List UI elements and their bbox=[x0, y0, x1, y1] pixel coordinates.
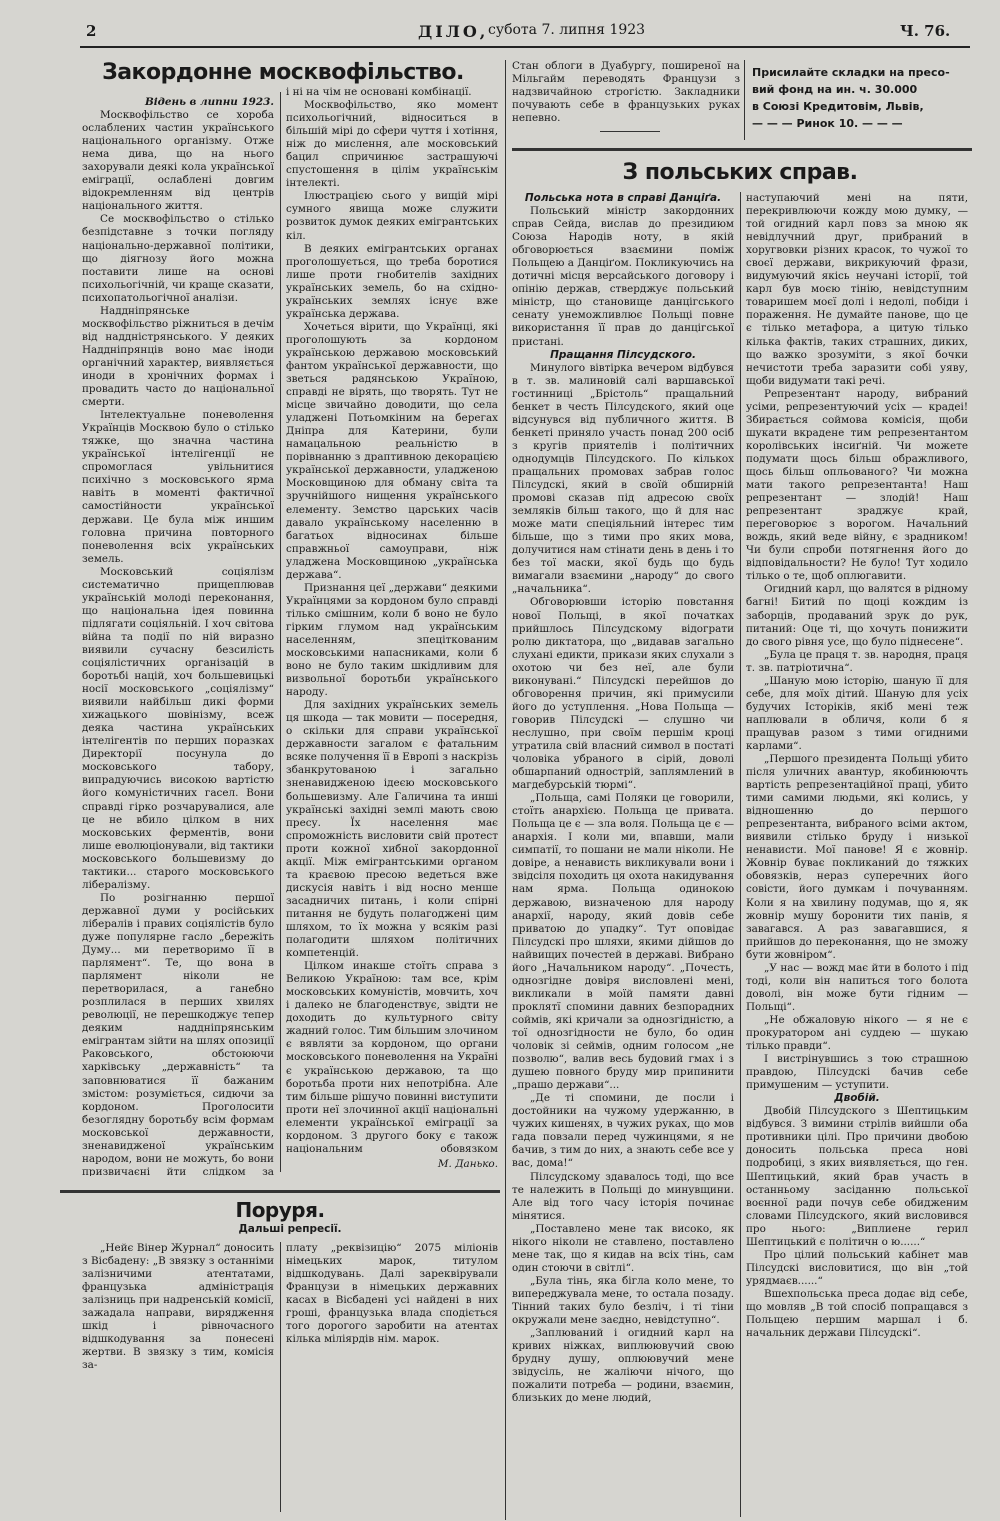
porurya-column-1 bbox=[82, 1242, 274, 1512]
paragraph: „Не обжаловую нікого — я не є прокуратором ані суддею — шукаю тілько правди“. bbox=[746, 1013, 968, 1053]
paragraph: Ілюстрацією сього у вищій мірі сумного явища може служити розвиток думок деяких емігрантських кіл. bbox=[286, 190, 498, 242]
paragraph: Стан облоги в Дуабургу, поширеної на Мільгайм переводять Французи з надзвичайною строгістю. Закладники почувають себе в французьких руках непевно. bbox=[512, 60, 740, 125]
dateline: Відень в липни 1923. bbox=[144, 96, 274, 108]
paragraph: Московський соціялізм систематично прищеплював українській молоді переконання, що національна ідея повинна підлягати соціяльній. І хоч світова війна та події по ній виразно виявили сучасну безсилість соціялістичних організацій в боротьбі націй, хоч большевицькі носії московського „соціялізму“ виявили найбільш дикі форми хижацького шовінізму, всеж деяка частина українських інтелігентів по перших поразках Директорії посунула до московського табору, випрадуючись високою вартістю його комуністичних гасел. Вони справді гірко розчарувалися, але це не вбило цілком в них московських ферментів, вони лише еволюціонували, від тактики московського большевизму до тактики... старого московського лібералізму. bbox=[82, 565, 274, 891]
issue-date: субота 7. липня 1923 bbox=[488, 22, 646, 38]
section-rule bbox=[512, 148, 972, 151]
ad-line: — — — Ринок 10. — — — bbox=[752, 117, 903, 130]
section-rule bbox=[60, 1190, 500, 1193]
paragraph: Признання цеї „держави“ деякими Українцями за кордоном було справді тілько смішним, коли б воно не було гірким глумом над українським населенням, зпеціткованим московськими напасниками, коли б воно не було таким шкідливим для визвольної боротьби українського народу. bbox=[286, 581, 498, 699]
column-rule bbox=[280, 1242, 281, 1512]
moscow-column-2 bbox=[286, 86, 498, 1156]
paragraph: „Шаную мою історію, шаную її для себе, для моїх дітий. Шаную для усіх будучих Історіків, якіб мені теж наплювали в обличя, коли б я пращував разом з тими огидними карлами“. bbox=[746, 674, 968, 752]
paragraph: „Була тінь, яка біглa коло мене, то випереджувала мене, то остала позаду. Тінний таких було безліч, і ті тіни окружали мене заєдно, невідступно“. bbox=[512, 1274, 734, 1327]
polish-subtitle-farewell: Пращання Пілсудского. bbox=[550, 348, 696, 361]
paragraph: „Заплюваний і огидний карл на кривих ніжках, виплюювучий свою брудну душу, оплюювучий мене звідусіль, не жаліючи нічого, що пожалити потреба — родини, взаємин, близьких до мене людий, bbox=[512, 1327, 734, 1405]
paragraph: Про цілий польський кабінет мав Пілсудскі висловитися, що він „той урядмаєв......“ bbox=[746, 1248, 968, 1287]
polish-column-2 bbox=[746, 192, 968, 1517]
paragraph: плату „реквізицію“ 2075 міліонів німецьких марок, титулом відшкодувань. Далі зареквірували Французи в німецьких державних касах в Вісбадені усі найдені в них гроші, французька влада сподіється того дорогого заробити на атентах кілька міліярдів нім. марок. bbox=[286, 1242, 498, 1346]
paragraph: наступаючий мені на пяти, перекривлюючи кожду мою думку, — той огидний карл повз за мною як невідлучний друг, прибраний в хоругвовки різних красок, то чужої то своєї держави, викрикуючий фрази, видумуючий якісь неучані історії, той карл був моєю тінію, невідступним товаришем моєї долі і недолі, побіди і пораження. Не думайте панове, що це є тілько метафора, а цитую тілько кілька фактів, таких страшних, диких, що важко зрозуміти, з якої бочки нечистоти треба заразити собі уяву, щоби видумати такі речі. bbox=[746, 192, 968, 387]
short-rule bbox=[600, 131, 660, 132]
moscow-column-1 bbox=[82, 96, 274, 1176]
page-header bbox=[0, 18, 1000, 48]
paragraph: Огидний карл, що валятся в рідному багні! Битий по щоці кождим із заборців, продаваний зрук до рук, питаний: Оце ті, що хочуть понижити до свого рівня усе, що було піднесене“. bbox=[746, 583, 968, 648]
paragraph: Для західних українських земель ця шкода — так мовити — посередня, о скільки для справи української державности загалом є фатальним всяке получення її в Европі з наскрізь збанкрутованою і загально зненавидженою ідеєю московського большевизму. Але Галичина та инші українські західні землі мають свою пресу. Їх населення має спроможність висловити свій протест проти кожної хибної закордонної акції. Між емігрантськими органом та краєвою пресою ведеться вже дискусія навіть і від ноcно менше засадничих питань, і коли спірні питання не будуть полагоджені цим шляхом, то їх можна у всякім разі полагодити шляхом політичних компетенцій. bbox=[286, 699, 498, 960]
paragraph: „Нейє Вінер Журнал“ доносить з Вісбадену: „В звязку з останніми залізничими атентатами, французька адміністрація залізниць при надренській комісії, зажадала направи, вирядження шкід і рівночасного відшкодування за понесені жертви. В звязку з тим, комісія за- bbox=[82, 1242, 274, 1372]
ad-line: в Союзі Кредитовім, Львів, bbox=[752, 100, 924, 113]
brief-news bbox=[512, 60, 740, 130]
column-rule bbox=[740, 192, 741, 1517]
paragraph: По розігнанню першої державної думи у російських лібералів і правих соціялістів було дуже популярне гасло „бережіть Думу... ми перетворимо її в парлямент“. Те, що вона в парлямент ніколи не перетворилася, а ганебно розплилася в перших хвилях революції, не перешкоджує тепер деяким наддніпрянським емігрантам зійти на шлях опозиції Раковського, обстоюючи харківську „державність“ та заповнюватися її бажаним змістом: розуміється, сидючи за кордоном. Проголосити безоглядну боротьбу всім формам московської державности, зненавидженої українським народом, вони не можуть, бо вони призвичаєні йти слідком за bbox=[82, 891, 274, 1176]
issue-number: Ч. 76. bbox=[900, 22, 951, 40]
page-number: 2 bbox=[86, 22, 97, 40]
paragraph: Вшехпольська преса додає від себе, що мовляв „В той спосіб попращався з Польщею першим маршал і б. начальник держави Пілсудскі“. bbox=[746, 1287, 968, 1340]
paragraph: Двобій Пілсудского з Шептицьким відбувся. З вимини стрілів вийшли оба противники цілі. Про причини двобою доносить польська преса нові подробиці, з яких виявляється, що ген. Шептицький, який брав участь в останньому засіданню польської воєнної ради почув себе обидженим словами Пілсудского, який висловився про нього: „Виплиене rерил Шептицький є політичн о ю......“ bbox=[746, 1105, 968, 1248]
paragraph: Се москвофільство о стілько безпідставне з точки погляду національно-державної політики, що діягнозу його можна поставити лише на основі психольогічній, чи краще сказати, психопатольогічної аналізи. bbox=[82, 213, 274, 304]
article-title-moscow: Закордонне москвофільство. bbox=[102, 60, 464, 85]
column-rule bbox=[744, 60, 745, 140]
polish-subtitle-duel: Двобій. bbox=[834, 1092, 880, 1105]
porurya-column-2 bbox=[286, 1242, 498, 1512]
signature: М. Данько. bbox=[437, 1158, 498, 1170]
paragraph: В деяких емігрантських органах проголошується, що треба боротися лише проти гнобителів західних українських земель, бо на східно-українських землях існує вже українська держава. bbox=[286, 242, 498, 320]
masthead: ДІЛО, bbox=[418, 22, 489, 41]
paragraph: „У нас — вожд має йти в болото і під тоді, коли він напиться того болота доволі, він може бути гідним — Польщі“. bbox=[746, 961, 968, 1013]
ad-box bbox=[752, 64, 967, 140]
paragraph: Москвофільство се хороба ослаблених частин українського національного організму. Отже нема дива, що на нього захорували деякі кола української еміграції, ослаблені довгим відокремленням від центрів національного життя. bbox=[82, 109, 274, 213]
paragraph: „Польща, самі Поляки це говорили, стоїть анархією. Польща це привата. Польща це є — зла воля. Польща це є — анархія. І коли ми, впавши, мали симпатії, то пошани не мали ніколи. Не довіре, а ненависть викликували вони і звідсіля походить ця охота накидування нам ярма. Польща одинокою державою, визначеною для народу анархії, народу, який довів себе приватою до упадку“. Тут оповідає Пілсудскі про шляхи, якими дійшов до найвищих почестей в державі. Вибрано його „Начальником народу“. „Почесть, однозгідне довіря висловлені мені, викликали в моїй памяти давні проклятї спомини давних безпорадних соймів, які кричали за однозгідністю, а тої однозгідности не було, бо один чоловік зі сеймів, одним голосом „не позволю“, валив весь будовий гмах і з душею повного бруду мир припинити „прашо держави“... bbox=[512, 792, 734, 1092]
paragraph: Репрезентант народу, вибраний усіми, репрезентуючий усіх — крадеі! Збирається соймова комісія, щоби шукати вкрадене тим репрезентантом королівських інсиґній. Чи можете подумати щось більш ображливого, щось більш опльованого? Чи можна мати такого репрезентанта! Наш репрезентант — злодій! Наш репрезентант зраджує край, переговорює з ворогом. Начальний вождь, який веде війну, є зрадником! Чи були спроби потягнення його до відповідальности? Не було! Тут ходило тілько о те, щоб оплюгавити. bbox=[746, 387, 968, 583]
column-rule bbox=[505, 60, 506, 1520]
article-title-porurya: Поруря. bbox=[235, 1198, 325, 1222]
column-rule bbox=[280, 92, 281, 1172]
polish-subtitle-nota: Польська нота в справі Данціґа. bbox=[524, 192, 722, 204]
paragraph: Інтелектуальне поневолення Українців Москвою було о стілько тяжке, що значна частина української інтелігенції не спромоглася увільнитися психічно з московського ярма навіть в моменті фактичної самостійности української держави. Це була між иншим головна причина повторного поневолення всіх українських земель. bbox=[82, 409, 274, 565]
paragraph: Хочеться вірити, що Українці, які проголошують за кордоном українською державою московський фантом української державности, що зветься радянською Україною, справді не вірять, що творять. Тут не місце звичайно доводити, що села уладжені Потьомкіним на берегах Дніпра для Катерини, були намацальною реальністю в порівнанню з драптивною декорацією української державности, уладженою Московщиною для обману світа та зручнійшого нищення українського елементу. Земство царських часів давало українському населенню в багатьох відносинах більше справжньої самоуправи, ніж уладжена Московщиною „українська держава“. bbox=[286, 320, 498, 581]
paragraph: Польський міністр закордонних справ Сейда, вислав до президиюм Союза Народів ноту, в якій обговорюється взаємини поміж Польщею а Данціґом. Покликуючись на дотичні місця версайського договору і опінію держав, стверджує польський міністр, що становище данцігського сенату унеможливлює Польщі повне використання її прав до данцігської пристані. bbox=[512, 205, 734, 348]
paragraph: Цілком инакше стоїть справа з Великою Україною: там все, крім московських комуністів, мовчить, хоч і далеко не благоденствує, звідти не доходить до культурного світу жадний голос. Тим більшим злочином є вявляти за кордоном, що органи московського поневолення на Україні є українською державою, та що боротьба проти них непотрібна. Але тим більше рішучо повинні виступити проти неї злочинної акції національні елементи української еміграції за кордоном. З другого боку є також національним обовязком bbox=[286, 960, 498, 1155]
paragraph: і ні на чім не основані комбінації. bbox=[286, 86, 472, 98]
polish-column-1 bbox=[512, 192, 734, 1517]
paragraph: „Поставлено мене так високо, як нікого ніколи не ставлено, поставлено мене так, що я кидав на всіх тінь, сам один стоючи в світлі“. bbox=[512, 1222, 734, 1274]
paragraph: „Де ті спомини, де посли і достойники на чужому удержанню, в чужих кишенях, в чужих руках, що мов гада повзали перед чужинцями, я не бачив, з тим до них, а знають себе все у вас, дома!“ bbox=[512, 1092, 734, 1170]
article-title-polish: З польських справ. bbox=[622, 160, 858, 185]
porurya-subtitle-box bbox=[80, 1223, 500, 1241]
ad-line: Присилайте складки на пресо- bbox=[752, 66, 950, 79]
paragraph: „Була це праця т. зв. народня, праця т. зв. патріотична“. bbox=[746, 648, 968, 674]
header-rule bbox=[80, 46, 970, 48]
moscow-signature-box bbox=[286, 1158, 498, 1176]
paragraph: Обговорювши історію повстання нової Польщі, в якої початках прийшлось Пілсудскому відограти ролю диктатора, що „видавав загально слухані едикти, прикази яких слухали з охотою чи без неї, але були виконувані.“ Пілсудскі перейшов до обговорення причин, які примусили його до уступлення. „Нова Польща — говорив Пілсудскі — слушно чи неслушно, при своїм першім кроці утратила свій власний символ в постаті чоловіка убраного в сірій, доволі обшарпаний однострій, заплямлений в магдебурській тюрмі“. bbox=[512, 596, 734, 792]
paragraph: Наддніпрянське москвофільство ріжниться в дечім від наддністрянського. У деяких Наддніпрянців воно має іноди органічний характер, виявляється иноди в хронічних формах і провадить часто до національної смерти. bbox=[82, 304, 274, 409]
paragraph: Москвофільство, яко момент психольогічний, відноситься в більшій мірі до сфери чуття і хотіння, ніж до мислення, але московський бацил спричинює застрашуючі спустошення в цілім українськім інтелекті. bbox=[286, 99, 498, 190]
paragraph: І вистрінувшись з тою страшною правдою, Пілсудскі бачив себе примушеним — уступити. bbox=[746, 1053, 968, 1092]
paragraph: Пілсудскому здавалось тоді, що все те належить в Польщі до минувщини. Але від того часу історія починає мінятися. bbox=[512, 1170, 734, 1222]
paragraph: „Першого президента Польщі убито після уличних авантур, якобинюючть вартість репрезентаційної праці, убито тими самими людьми, які колись, у відношенню до першого репрезентанта, вибраного всіми актом, виявили стілько бруду і низької ненависти. Мої панове! Я є жовнір. Жовнір буває покликаний до тяжких обовязків, нераз суперечних його совісти, його думкам і почуванням. Коли я на хвилину подумав, що я, як жовнір мушу боронити тих панів, я завагався. А раз завагавшися, я прийшов до переконання, що не зможу бути жовніром“. bbox=[746, 753, 968, 961]
porurya-subtitle: Дальші репресії. bbox=[238, 1223, 342, 1235]
paragraph: Минулого вівтірка вечером відбувся в т. зв. малиновій салі варшавської гостинниці „Брістоль“ пращальний бенкет в честь Пілсудского, який оце відсунувся від публичного життя. В бенкеті приняло участь понад 200 осіб з кругів приятелів і політичних однодумців Пілсудского. По кількох пращальних промовах забрав голос Пілсудскі, який в своїй обширній промові сказав під адресою своїх земляків більш такого, що й для нас може мати спеціяльний інтерес тим більше, що з тими про яких мова, долучитися нам стінати день в день і то без тої маски, якої будь що будь вимагали взаємини „народу“ до свого „начальника“. bbox=[512, 361, 734, 596]
ad-line: вий фонд на ин. ч. 30.000 bbox=[752, 83, 918, 96]
